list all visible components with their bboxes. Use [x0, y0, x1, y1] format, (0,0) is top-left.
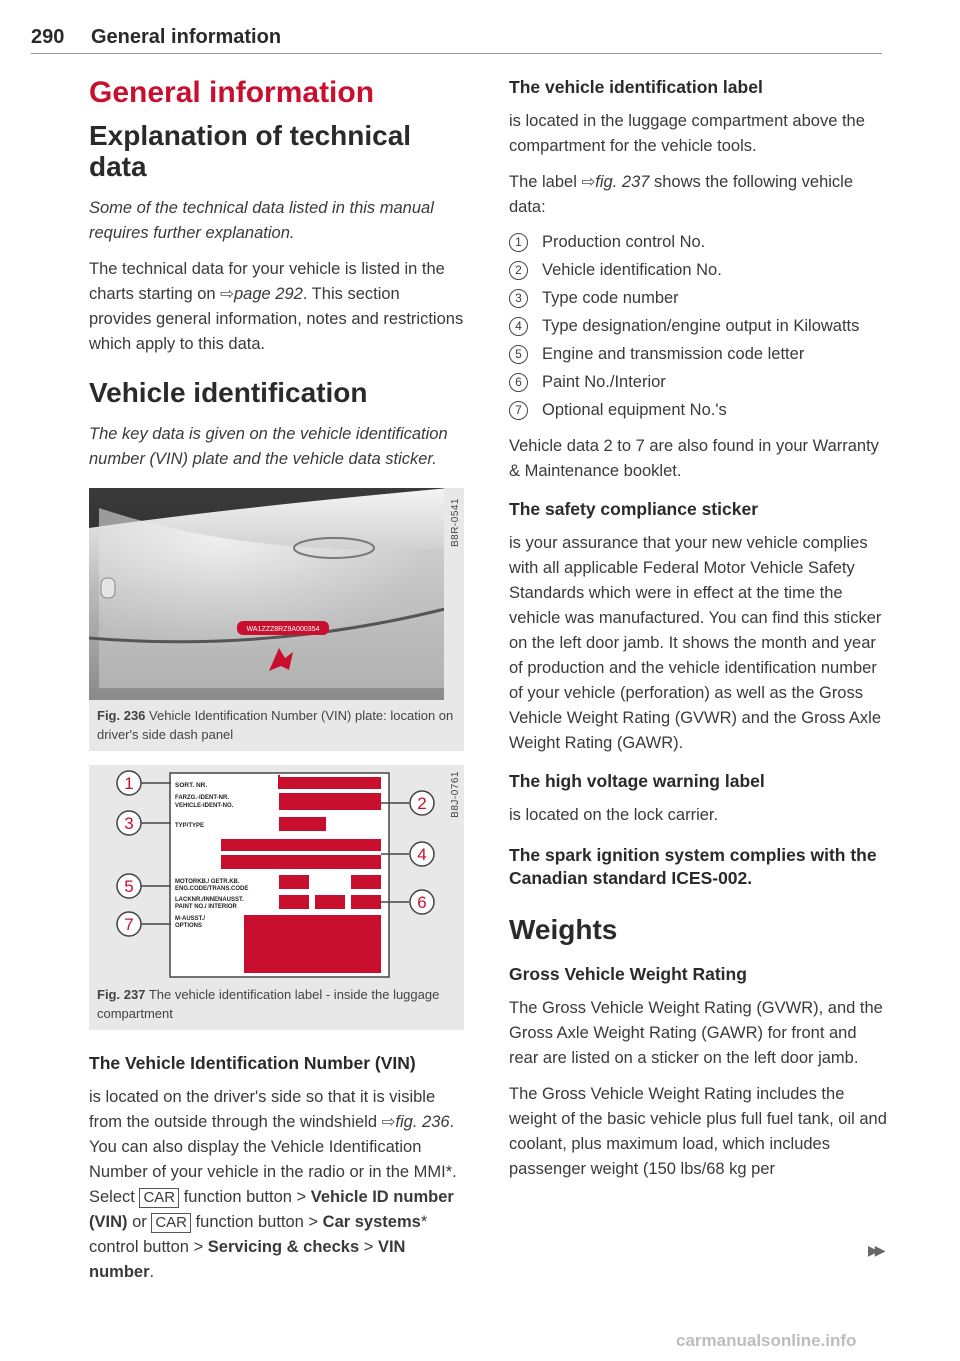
label-field-motor2: ENG.CODE/TRANS.CODE: [175, 886, 249, 892]
xref-arrow-icon: ⇨: [381, 1113, 396, 1131]
label-field-type: TYP/TYPE: [175, 823, 205, 829]
watermark: carmanualsonline.info: [676, 1331, 857, 1350]
para-text: The label: [509, 173, 582, 191]
figure-label: Fig. 237: [97, 987, 146, 1002]
label-field-sort: SORT. NR.: [175, 782, 208, 789]
figure-code: B8J-0761: [450, 771, 461, 818]
left-column: [89, 70, 464, 1285]
list-text: Type designation/engine output in Kilowatts: [542, 317, 860, 335]
page-xref[interactable]: page 292: [233, 285, 303, 303]
figure-236-caption: [89, 700, 464, 751]
intro-explanation: Some of the technical data listed in this manual requires further explanation.: [89, 199, 434, 242]
intro-vehicle-identification: The key data is given on the vehicle identification number (VIN) plate and the vehicle data sticker.: [89, 425, 448, 468]
para-text: . This section provides general information, notes and restrictions which apply to this data.: [89, 285, 464, 353]
label-paragraph: is located in the luggage compartment above the compartment for the vehicle tools.: [509, 112, 865, 155]
number-badge: 4: [509, 317, 528, 336]
running-title: General information: [91, 26, 282, 48]
continue-arrow-icon: ▶▶: [868, 1242, 882, 1258]
label-heading: The vehicle identification label: [509, 77, 763, 97]
gvwr-heading: Gross Vehicle Weight Rating: [509, 964, 747, 984]
figure-236: [89, 488, 464, 751]
callout-1: 1: [124, 774, 134, 793]
list-text: Vehicle identification No.: [542, 261, 722, 279]
number-badge: 2: [509, 261, 528, 280]
vin-paragraph: [89, 1085, 464, 1285]
menu-vin: Vehicle ID number (VIN): [89, 1188, 454, 1231]
label-field-paint2: PAINT NO./ INTERIOR: [175, 904, 237, 910]
weights-heading: Weights: [509, 914, 618, 945]
xref-arrow-icon: ⇨: [220, 285, 234, 303]
page-header: [31, 24, 882, 54]
callout-5: 5: [124, 877, 134, 896]
vin-plate-photo: [89, 488, 464, 700]
label-field-ident2: VEHICLE-IDENT-NO.: [175, 803, 234, 809]
car-key: CAR: [151, 1213, 191, 1233]
para-text: function button >: [179, 1188, 311, 1206]
para-text: . You can also display the Vehicle Identification Number of your vehicle in the radio or in the MMI*. Select: [89, 1113, 457, 1206]
spark-heading: The spark ignition system complies with the Canadian standard ICES-002.: [509, 845, 877, 888]
label-paragraph-2: [509, 170, 889, 220]
para-technical-data: [89, 257, 464, 357]
vin-plate-text: WA1ZZZ8RZ9A000354: [246, 626, 320, 633]
callout-6: 6: [417, 893, 427, 912]
xref-arrow-icon: ⇨: [581, 173, 596, 191]
list-item: [509, 230, 889, 255]
para-text: >: [359, 1238, 378, 1256]
number-badge: 6: [509, 373, 528, 392]
list-text: Engine and transmission code letter: [542, 345, 805, 363]
menu-servicing: Servicing & checks: [207, 1238, 360, 1256]
dashboard-image: [89, 488, 464, 700]
para-text: function button >: [191, 1213, 323, 1231]
menu-vin-number: VIN number: [89, 1238, 406, 1281]
warranty-paragraph: Vehicle data 2 to 7 are also found in your Warranty & Maintenance booklet.: [509, 437, 879, 480]
para-text: * control button >: [89, 1213, 428, 1256]
list-item: [509, 398, 889, 423]
vehicle-data-list: [509, 230, 889, 423]
label-field-ident1: FARZG.-IDENT-NR.: [175, 795, 229, 801]
callout-4: 4: [417, 845, 427, 864]
heading-vehicle-identification: Vehicle identification: [89, 377, 368, 408]
list-item: [509, 286, 889, 311]
number-badge: 3: [509, 289, 528, 308]
list-text: Optional equipment No.'s: [542, 401, 727, 419]
para-text: .: [149, 1263, 155, 1281]
page-number: 290: [31, 26, 65, 48]
list-item: [509, 342, 889, 367]
gvwr-paragraph-2: The Gross Vehicle Weight Rating includes the weight of the basic vehicle plus full fuel tank, oil and coolant, plus maximum load, which includes passenger weight (150 lbs/68 kg per: [509, 1085, 887, 1178]
hv-paragraph: is located on the lock carrier.: [509, 806, 719, 824]
list-text: Type code number: [542, 289, 679, 307]
para-text: shows the following vehicle data:: [509, 173, 854, 216]
vehicle-label-diagram: [89, 765, 464, 979]
para-text: The technical data for your vehicle is listed in the charts starting on: [89, 260, 445, 303]
para-text: is located on the driver's side so that it is visible from the outside through the windshield: [89, 1088, 436, 1131]
list-text: Production control No.: [542, 233, 706, 251]
heading-explanation: Explanation of technical data: [89, 120, 412, 182]
number-badge: 1: [509, 233, 528, 252]
number-badge: 5: [509, 345, 528, 364]
callout-3: 3: [124, 814, 134, 833]
figure-237: [89, 765, 464, 1030]
caption-text: The vehicle identification label - inside the luggage compartment: [97, 987, 440, 1021]
para-text: or: [127, 1213, 152, 1231]
callout-2: 2: [417, 794, 427, 813]
label-field-motor1: MOTORKB./ GETR.KB.: [175, 879, 240, 885]
figure-code: B8R-0541: [450, 498, 461, 548]
figure-label: Fig. 236: [97, 708, 146, 723]
vin-heading: The Vehicle Identification Number (VIN): [89, 1053, 416, 1073]
list-item: [509, 370, 889, 395]
hv-heading: The high voltage warning label: [509, 771, 765, 791]
figure-237-caption: [89, 979, 464, 1030]
number-badge: 7: [509, 401, 528, 420]
list-item: [509, 314, 889, 339]
right-column: [509, 70, 889, 1182]
section-title: General information: [89, 76, 375, 109]
menu-car-systems: Car systems: [322, 1213, 421, 1231]
list-text: Paint No./Interior: [542, 373, 666, 391]
label-field-paint1: LACKNR./INNENAUSST.: [175, 897, 244, 903]
figure-xref[interactable]: fig. 236: [395, 1113, 450, 1131]
gvwr-paragraph: The Gross Vehicle Weight Rating (GVWR), and the Gross Axle Weight Rating (GAWR) for front and rear are listed on a sticker on the left door jamb.: [509, 999, 883, 1067]
car-key: CAR: [139, 1188, 179, 1208]
list-item: [509, 258, 889, 283]
caption-text: Vehicle Identification Number (VIN) plate: location on driver's side dash panel: [97, 708, 454, 742]
label-diagram: [89, 765, 464, 979]
label-field-opt2: OPTIONS: [175, 923, 203, 929]
safety-heading: The safety compliance sticker: [509, 499, 758, 519]
figure-xref[interactable]: fig. 237: [595, 173, 650, 191]
label-field-opt1: M-AUSST./: [175, 916, 205, 922]
safety-paragraph: is your assurance that your new vehicle complies with all applicable Federal Motor Vehicle Safety Standards which were in effect at the time the vehicle was manufactured. You can find this sticker on the left door jamb. It shows the month and year of production and the vehicle identification number of your vehicle (perforation) as well as the Gross Vehicle Weight Rating (GVWR) and the Gross Axle Weight Rating (GAWR).: [509, 534, 882, 752]
callout-7: 7: [124, 915, 134, 934]
